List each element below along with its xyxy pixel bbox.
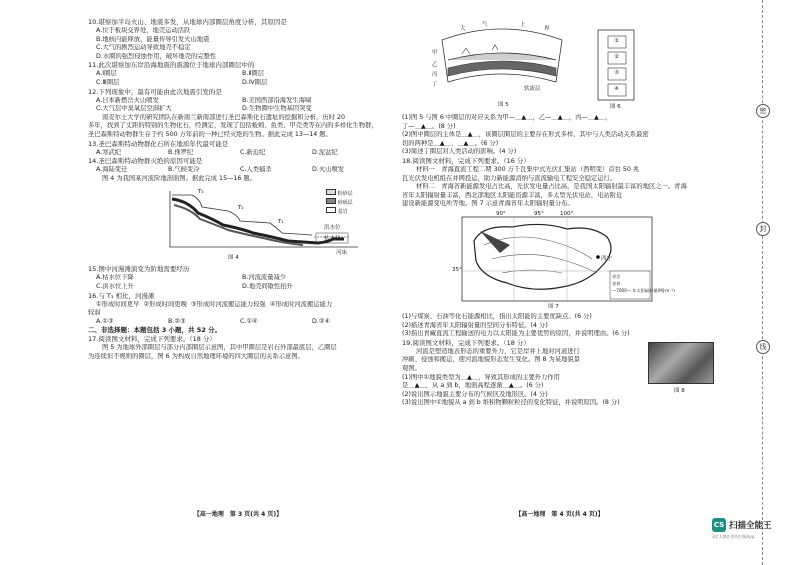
q19-stem: 19.阅读图文材料，完成下列要求。（18 分） bbox=[402, 338, 530, 347]
page-4-footer: 【高一地理 第 4 页(共 4 页)】 bbox=[515, 511, 604, 518]
flood-level-label: 洪水位 bbox=[324, 225, 341, 232]
q17-sub-3: (3)简述丁圈层对人类活动的影响。(4 分) bbox=[402, 148, 517, 156]
q19-text-3: 观图。 bbox=[402, 364, 421, 372]
passage-line-3: 圣巴森斯特动物群生存于约 500 万年前的一种已经灭绝的生物。据此完成 13—14 题。 bbox=[88, 130, 332, 138]
q17-sub-2: (2)图中圈层的主体是＿▲＿，该圈层圈层的主要存在形式多样，其中与人类活动关系最密 bbox=[402, 131, 649, 139]
q12-option-a: A.日本新燃岳火山喷发 bbox=[96, 96, 159, 104]
q18-sub-2: (2)描述青海省年太阳辐射量的空间分布特征。(4 分) bbox=[402, 321, 548, 329]
page-3 bbox=[88, 18, 388, 518]
bedrock-swatch bbox=[326, 207, 336, 213]
q14-option-b: B.气候变冷 bbox=[168, 166, 200, 174]
q19-sub-1: (1)图中①地貌类型为＿▲＿，导致其形成的主要外力作用 bbox=[402, 373, 560, 381]
q15-option-b: B.河流流量减少 bbox=[242, 274, 287, 282]
fig4-caption: 图 4 bbox=[228, 255, 239, 262]
q17-text-2: 为连续但不规则的圈层，图 6 为构成自然地理环境的四大圈层的关系示意图。 bbox=[88, 352, 304, 360]
q18-material-2-line-3: 建设新能源变电所等地。图 7 示意青海省年太阳辐射量分布。 bbox=[402, 200, 574, 208]
passage-line-2: 多年，找到了丈距的特别的生物化石，经测定，发现了包括蚯蚓、鱼类、甲壳类等在内的多样化生物群， bbox=[88, 122, 378, 130]
q16-option-a: A.①③ bbox=[96, 317, 114, 325]
q16-stem: 16.与 T₃ 相比，河漫滩 bbox=[88, 291, 155, 300]
scanner-watermark bbox=[712, 518, 772, 539]
q10-option-d: D.水圈的强烈侵蚀作用，破坏地壳的完整性 bbox=[96, 52, 217, 60]
q16-statement-4-cont: 较弱 bbox=[88, 309, 101, 317]
q18-sub-3: (3)指出青藏直流工程输送的电力以太阳能为主要优势的原因，并说明理由。(6 分) bbox=[402, 330, 630, 338]
riverbed-label: 河床 bbox=[336, 250, 348, 257]
q16-option-c: C.①④ bbox=[240, 317, 258, 325]
legend-capital: 省会 bbox=[612, 273, 621, 279]
q13-stem: 13.圣巴森斯特动物群化石所在地质年代最可能是 bbox=[88, 139, 229, 148]
q14-option-d: D.火山喷发 bbox=[312, 166, 345, 174]
watermark-tagline: 3亿人都在用的扫描App bbox=[712, 534, 755, 539]
figure-7 bbox=[402, 211, 717, 311]
q19-text-2: 冲刷、侵蚀和搬运，使河流地貌形态发生变化。图 8 为某地貌景 bbox=[402, 356, 581, 364]
qinghai-radiation-map bbox=[402, 211, 717, 311]
q15-option-c: C.洪水位上升 bbox=[96, 282, 134, 290]
page-4 bbox=[402, 18, 717, 518]
legend-silt: 粉砂层 bbox=[337, 191, 353, 198]
fig6-caption: 图 6 bbox=[610, 104, 621, 110]
q18-stem: 18.阅读图文材料，完成下列要求。（16 分） bbox=[402, 156, 530, 165]
q12-option-b: B.美国西部沿海发生海啸 bbox=[242, 96, 312, 104]
q16-statement-1: ①形成时间更早 bbox=[96, 300, 140, 308]
q17-sub-1b: 丁—＿▲＿。(8 分) bbox=[402, 122, 456, 130]
gravel-swatch bbox=[326, 198, 336, 204]
q11-stem: 11.此次堪察加东岸沿海地震的震源位于地球内部圈层中的 bbox=[88, 61, 255, 70]
lon-90: 90° bbox=[496, 210, 506, 217]
q18-material-1-line-1: 材料一 青海直流工程二期 300 万千瓦集中式光伏汇集站（西明变）首台 50 兆 bbox=[416, 165, 640, 173]
q13-option-d: D.泥盆纪 bbox=[312, 148, 338, 156]
q17-sub-2b: 切的两种是＿▲＿、＿▲＿。(6 分) bbox=[402, 139, 499, 147]
fig5-label-asthenosphere: 软流层 bbox=[524, 86, 541, 92]
fig8-caption: 图 8 bbox=[674, 387, 685, 394]
t3-label: T₃ bbox=[198, 189, 204, 196]
q11-option-d: D.Ⅳ圈层 bbox=[242, 78, 268, 86]
lon-100: 100° bbox=[560, 210, 574, 217]
q13-option-c: C.新近纪 bbox=[240, 148, 266, 156]
fig5-label-jia: 甲 bbox=[432, 50, 438, 56]
q11-option-a: A.Ⅰ圈层 bbox=[96, 70, 117, 78]
fig5-label-qi: 气 bbox=[482, 22, 488, 28]
fig7-legend bbox=[612, 273, 675, 294]
q16-statement-3: ③形成时河流搬运能力较强 bbox=[190, 300, 266, 308]
q15-option-a: A.枯水位下降 bbox=[96, 274, 134, 282]
passage-line-1: 南麦尔士大学的研究团队在新南兰新南部进行圣巴森斯化石遗址的挖掘和分析，历时 20 bbox=[102, 113, 345, 121]
q15-stem: 15.图中河漫滩演变为阶地需要经历 bbox=[88, 265, 190, 274]
binder-char-feng: 封 bbox=[756, 222, 770, 236]
q16-option-b: B.②③ bbox=[168, 317, 186, 325]
binder-char-xian: 线 bbox=[756, 340, 770, 354]
q18-material-2-line-1: 材料二 青海省新能源发电占比高，光伏发电量占比高，是我国太阳辐射最丰富的地区之一。青海 bbox=[416, 183, 687, 191]
fig4-legend bbox=[326, 189, 353, 216]
q18-material-1-line-2: 瓦光伏发电机组在并网投运，助力新能源消纳与直流输电工程安全稳定运行。 bbox=[402, 174, 617, 182]
q17-text-1: 图 5 为地球外部圈层与部分内部圈层示意图，其中甲圈层是岩石外部最底层，乙圈层 bbox=[102, 344, 337, 352]
fig5-label-shang: 上 bbox=[520, 22, 526, 28]
q15-option-d: D.地壳间歇性抬升 bbox=[242, 282, 293, 290]
lat-35: 35° bbox=[452, 266, 462, 273]
cut-line bbox=[762, 0, 763, 565]
lon-95: 95° bbox=[534, 210, 544, 217]
camscanner-logo-icon: CS bbox=[712, 518, 726, 532]
figure-4 bbox=[88, 185, 388, 263]
fig6-label-2: ② bbox=[614, 54, 619, 60]
fig5-label-bing: 丙 bbox=[432, 72, 438, 78]
fig4-intro: 图 4 为我国某河流阶地剖面图。据此完成 15—16 题。 bbox=[102, 174, 256, 182]
q17-sub-1: (1)图 5 与图 6 中圈层的对应关系为甲—＿▲＿，乙—＿▲＿，丙—＿▲＿， bbox=[402, 114, 612, 121]
q19-sub-1b: 是＿▲＿，从 a 到 b，地面高程逐渐＿▲＿。(6 分) bbox=[402, 382, 544, 390]
binding-margin bbox=[748, 0, 778, 565]
low-level-label: 枯水位 bbox=[324, 236, 341, 243]
q13-option-b: B.侏罗纪 bbox=[168, 148, 194, 156]
q10-option-b: B.地核内能释放，能量传导引发火山地震 bbox=[96, 35, 210, 43]
legend-border: 省界 bbox=[612, 280, 621, 286]
fig5-label-ding: 丁 bbox=[432, 82, 438, 88]
legend-bedrock: 基岩 bbox=[337, 209, 348, 216]
silt-swatch bbox=[326, 189, 336, 195]
q19-sub-3: (3)说出图中①地貌从 a 到 b 堆积物颗粒粒径的变化特征，并说明原因。(8 分) bbox=[402, 399, 620, 407]
q10-option-c: C.大气的剧烈运动导致地壳不稳定 bbox=[96, 44, 191, 52]
legend-gravel: 砂砾层 bbox=[337, 200, 353, 207]
q17-stem: 17.阅读图文材料，完成下列要求。（18 分） bbox=[88, 335, 216, 344]
q19-text-1: 河流是塑造地表形态的重要外力，它是岸并上地对河道进行 bbox=[416, 347, 580, 355]
fig6-label-4: ④ bbox=[614, 86, 619, 92]
fig5-label-yi: 乙 bbox=[432, 62, 438, 68]
q18-sub-1: (1)与煤炭、石油等化石能源相比，指出太阳能的主要优缺点。(6 分) bbox=[402, 312, 592, 320]
q14-option-c: C.人类捕杀 bbox=[240, 166, 272, 174]
q14-option-a: A.海陆变迁 bbox=[96, 166, 128, 174]
fig5-label-jie: 界 bbox=[544, 26, 550, 32]
q12-option-d: D.生物圈中生物基因突变 bbox=[242, 105, 312, 113]
t1-label: T₁ bbox=[278, 219, 284, 226]
earth-spheres-diagram bbox=[402, 20, 717, 112]
q16-option-d: D.②④ bbox=[312, 317, 331, 325]
fig7-caption: 图 7 bbox=[548, 303, 559, 310]
q10-option-a: A.位于板块交界处，地壳运动活跃 bbox=[96, 27, 191, 34]
fig5-label-da: 大 bbox=[460, 26, 466, 32]
q16-statement-4: ④形成时河流搬运能力 bbox=[269, 300, 333, 308]
q18-material-2-line-2: 省年太阳辐射量丰富，西北部地区太阳能资源丰富，多太型光伏电站，电站附近 bbox=[402, 191, 623, 199]
t2-label: T₂ bbox=[238, 205, 244, 212]
fig8-landform-photo bbox=[648, 342, 714, 384]
q12-stem: 12.下列现象中，最有可能由此次地震引发的是 bbox=[88, 87, 222, 96]
legend-isoline: —7000— 年太阳辐射量(MJ·m⁻²) bbox=[612, 287, 675, 293]
q11-option-c: C.Ⅲ圈层 bbox=[96, 78, 120, 86]
watermark-name: 扫描全能王 bbox=[729, 521, 772, 531]
page-3-footer: 【高一地理 第 3 页(共 4 页)】 bbox=[193, 511, 283, 518]
fig5-caption: 图 5 bbox=[498, 102, 509, 108]
fig6-label-1: ① bbox=[614, 38, 619, 44]
q13-option-a: A.寒武纪 bbox=[96, 148, 122, 156]
city-xining: 西宁 bbox=[601, 255, 613, 262]
q10-stem: 10.堪察加半岛火山、地震多发，从地球内部圈层角度分析，其原因是 bbox=[88, 18, 287, 26]
q19-sub-2: (2)说出图示地貌主要分布的气候区及地形区。(4 分) bbox=[402, 390, 548, 398]
part2-heading: 二、非选择题：本题包括 3 小题，共 52 分。 bbox=[88, 326, 222, 335]
q16-statement-2: ②形成时间更晚 bbox=[143, 300, 187, 308]
q11-option-b: B.Ⅱ圈层 bbox=[242, 70, 265, 78]
q14-stem: 14.圣巴森斯特动物群灭绝的原因可能是 bbox=[88, 157, 203, 166]
binder-char-mi: 密 bbox=[756, 104, 770, 118]
fig6-label-3: ③ bbox=[614, 70, 619, 76]
q12-option-c: C.大气层中臭氧层空洞扩大 bbox=[96, 105, 172, 113]
figures-5-6 bbox=[402, 20, 717, 112]
